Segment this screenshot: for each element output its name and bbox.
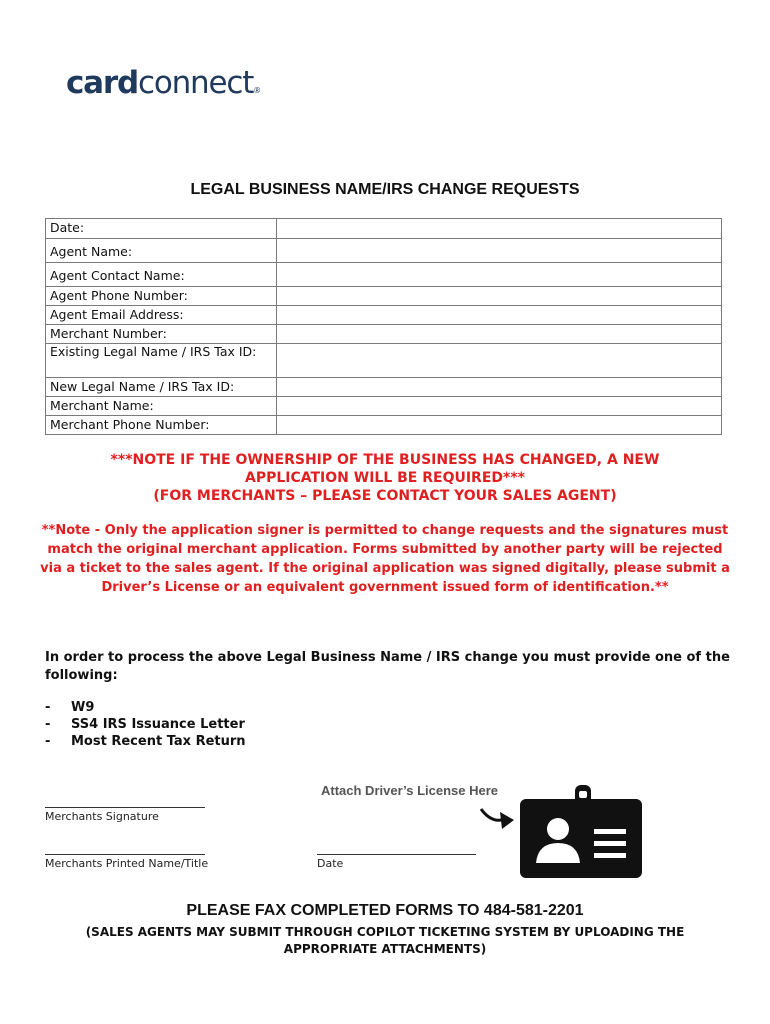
field-value-agent-name[interactable] xyxy=(277,239,722,263)
table-row xyxy=(46,416,722,435)
field-value-merchant-number[interactable] xyxy=(277,325,722,344)
printed-name-label: Merchants Printed Name/Title xyxy=(45,857,209,870)
field-label-agent-phone: Agent Phone Number: xyxy=(46,287,277,306)
field-label-merchant-phone: Merchant Phone Number: xyxy=(46,416,277,435)
process-instructions: In order to process the above Legal Business Name / IRS change you must provide one of the following: xyxy=(45,650,730,683)
table-row xyxy=(46,378,722,397)
id-card-icon xyxy=(520,785,644,879)
logo-regular-text: connect xyxy=(137,65,254,101)
table-row xyxy=(46,287,722,306)
table-row xyxy=(46,306,722,325)
merchant-signature-line[interactable] xyxy=(45,807,205,808)
table-row xyxy=(46,239,722,263)
logo-bold-text: card xyxy=(66,65,138,101)
field-label-merchant-number: Merchant Number: xyxy=(46,325,277,344)
signer-note: **Note - Only the application signer is permitted to change requests and the signatures must match the original merchant application. Forms submitted by another party will be rejected via a ticket to the sales agent. If the original application was signed digitally, please submit a Driver’s License or an equivalent government issued form of identification.** xyxy=(40,523,730,595)
list-dash: - xyxy=(45,717,51,732)
field-value-existing-legal-name[interactable] xyxy=(277,344,722,378)
printed-name-line[interactable] xyxy=(45,854,205,855)
field-label-merchant-name: Merchant Name: xyxy=(46,397,277,416)
field-label-agent-email: Agent Email Address: xyxy=(46,306,277,325)
field-label-existing-legal-name: Existing Legal Name / IRS Tax ID: xyxy=(46,344,277,378)
curved-arrow-icon xyxy=(478,804,518,834)
table-row xyxy=(46,325,722,344)
field-value-merchant-phone[interactable] xyxy=(277,416,722,435)
field-value-merchant-name[interactable] xyxy=(277,397,722,416)
cardconnect-logo xyxy=(66,66,261,108)
field-value-agent-contact-name[interactable] xyxy=(277,263,722,287)
field-value-new-legal-name[interactable] xyxy=(277,378,722,397)
table-row xyxy=(46,219,722,239)
fax-instructions: PLEASE FAX COMPLETED FORMS TO 484-581-2201 xyxy=(186,902,584,919)
field-value-agent-phone[interactable] xyxy=(277,287,722,306)
ownership-note-line3: (FOR MERCHANTS – PLEASE CONTACT YOUR SALES AGENT) xyxy=(153,488,617,504)
list-item-label: SS4 IRS Issuance Letter xyxy=(71,717,245,732)
attach-license-label: Attach Driver’s License Here xyxy=(321,783,499,798)
required-documents-list xyxy=(45,699,246,750)
list-item xyxy=(45,716,246,733)
table-row xyxy=(46,344,722,378)
field-label-date: Date: xyxy=(46,219,277,239)
field-value-date[interactable] xyxy=(277,219,722,239)
list-dash: - xyxy=(45,700,51,715)
field-label-new-legal-name: New Legal Name / IRS Tax ID: xyxy=(46,378,277,397)
field-label-agent-name: Agent Name: xyxy=(46,239,277,263)
merchant-signature-label: Merchants Signature xyxy=(45,810,159,823)
date-label: Date xyxy=(317,857,344,870)
field-value-agent-email[interactable] xyxy=(277,306,722,325)
sales-agent-instructions: (SALES AGENTS MAY SUBMIT THROUGH COPILOT TICKETING SYSTEM BY UPLOADING THE APPROPRIATE ATTACHMENTS) xyxy=(85,925,685,956)
logo-registered-mark: ® xyxy=(253,86,262,95)
field-label-agent-contact-name: Agent Contact Name: xyxy=(46,263,277,287)
date-line[interactable] xyxy=(317,854,476,855)
ownership-note-line2: APPLICATION WILL BE REQUIRED*** xyxy=(245,470,525,486)
request-info-table xyxy=(45,218,722,435)
ownership-note xyxy=(40,451,730,505)
list-item-label: Most Recent Tax Return xyxy=(71,734,246,749)
ownership-note-line1: ***NOTE IF THE OWNERSHIP OF THE BUSINESS HAS CHANGED, A NEW xyxy=(110,452,660,468)
list-item xyxy=(45,699,246,716)
table-row xyxy=(46,397,722,416)
list-item-label: W9 xyxy=(71,700,95,715)
page-title: LEGAL BUSINESS NAME/IRS CHANGE REQUESTS xyxy=(190,181,580,198)
list-item xyxy=(45,733,246,750)
table-row xyxy=(46,263,722,287)
list-dash: - xyxy=(45,734,51,749)
